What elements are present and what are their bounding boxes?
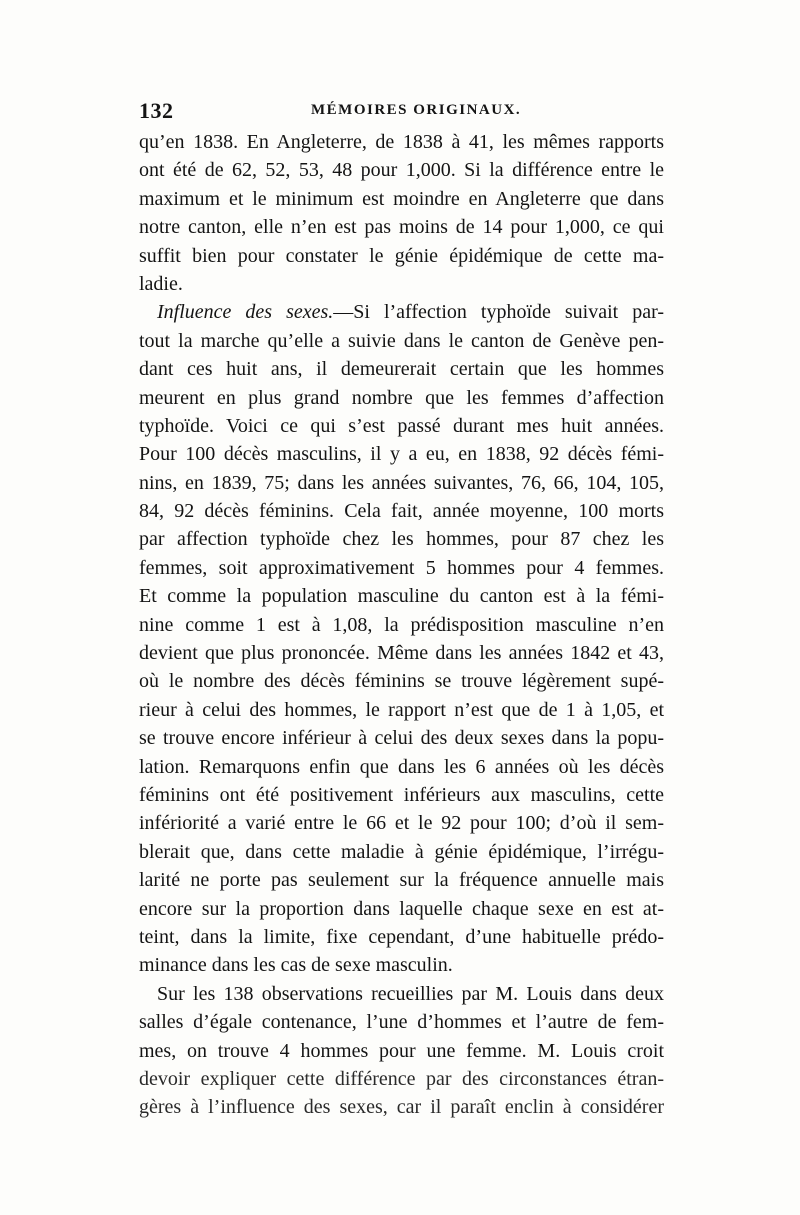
text-line: mes, on trouve 4 hommes pour une femme. M. Louis croit (139, 1039, 664, 1062)
section-heading: Influence des sexes. (157, 301, 334, 324)
text-line: Sur les 138 observations recueillies par M. Louis dans deux (157, 982, 664, 1005)
text-line: femmes, soit approximativement 5 hommes pour 4 femmes. (139, 556, 664, 579)
text-line: encore sur la proportion dans laquelle chaque sexe en est at- (139, 897, 664, 920)
text-line: se trouve encore inférieur à celui des deux sexes dans la popu- (139, 727, 664, 750)
text-line: infériorité a varié entre le 66 et le 92 pour 100; d’où il sem- (139, 812, 664, 835)
text-line: notre canton, elle n’en est pas moins de 14 pour 1,000, ce qui (139, 216, 664, 239)
text-line: tout la marche qu’elle a suivie dans le canton de Genève pen- (139, 329, 664, 352)
text-line: 84, 92 décès féminins. Cela fait, année moyenne, 100 morts (139, 500, 664, 523)
text-line: meurent en plus grand nombre que les femmes d’affection (139, 386, 664, 409)
text-line: salles d’égale contenance, l’une d’hommes et l’autre de fem- (139, 1011, 664, 1034)
page-header (139, 98, 664, 128)
text-line: devoir expliquer cette différence par des circonstances étran- (139, 1067, 664, 1090)
text-line: qu’en 1838. En Angleterre, de 1838 à 41, les mêmes rapports (139, 131, 664, 153)
text-line: larité ne porte pas seulement sur la fréquence annuelle mais (139, 869, 664, 892)
text-line: ont été de 62, 52, 53, 48 pour 1,000. Si la différence entre le (139, 159, 664, 182)
text-line: Pour 100 décès masculins, il y a eu, en 1838, 92 décès fémi- (139, 443, 664, 466)
text-line: blerait que, dans cette maladie à génie épidémique, l’irrégu- (139, 840, 664, 863)
body-text (139, 128, 664, 1122)
text-line: nine comme 1 est à 1,08, la prédisposition masculine n’en (139, 613, 664, 636)
text-line: par affection typhoïde chez les hommes, pour 87 chez les (139, 528, 664, 551)
section-first-line-text: Si l’affection typhoïde suivait par- (353, 301, 664, 324)
heading-dash: — (333, 301, 354, 324)
text-line: lation. Remarquons enfin que dans les 6 années où les décès (139, 755, 664, 778)
text-line: typhoïde. Voici ce qui s’est passé durant mes huit années. (139, 414, 664, 437)
text-line: gères à l’influence des sexes, car il paraît enclin à considérer (139, 1096, 664, 1119)
text-line: féminins ont été positivement inférieurs aux masculins, cette (139, 783, 664, 806)
text-line: rieur à celui des hommes, le rapport n’est que de 1 à 1,05, et (139, 698, 664, 721)
text-line: suffit bien pour constater le génie épidémique de cette ma- (139, 244, 664, 267)
text-line: Et comme la population masculine du canton est à la fémi- (139, 585, 664, 608)
text-line: nins, en 1839, 75; dans les années suivantes, 76, 66, 104, 105, (139, 471, 664, 494)
page-number: 132 (139, 98, 174, 123)
running-title: MÉMOIRES ORIGINAUX. (311, 102, 522, 118)
text-line: teint, dans la limite, fixe cependant, d’une habituelle prédo- (139, 925, 664, 948)
text-line: ladie. (139, 272, 183, 295)
text-line: devient que plus prononcée. Même dans les années 1842 et 43, (139, 642, 664, 665)
section-first-line (139, 298, 664, 326)
text-line: minance dans les cas de sexe masculin. (139, 954, 453, 977)
text-line: où le nombre des décès féminins se trouve légèrement supé- (139, 670, 664, 693)
text-line: maximum et le minimum est moindre en Angleterre que dans (139, 187, 664, 210)
text-line: dant ces huit ans, il demeurerait certain que les hommes (139, 358, 664, 381)
